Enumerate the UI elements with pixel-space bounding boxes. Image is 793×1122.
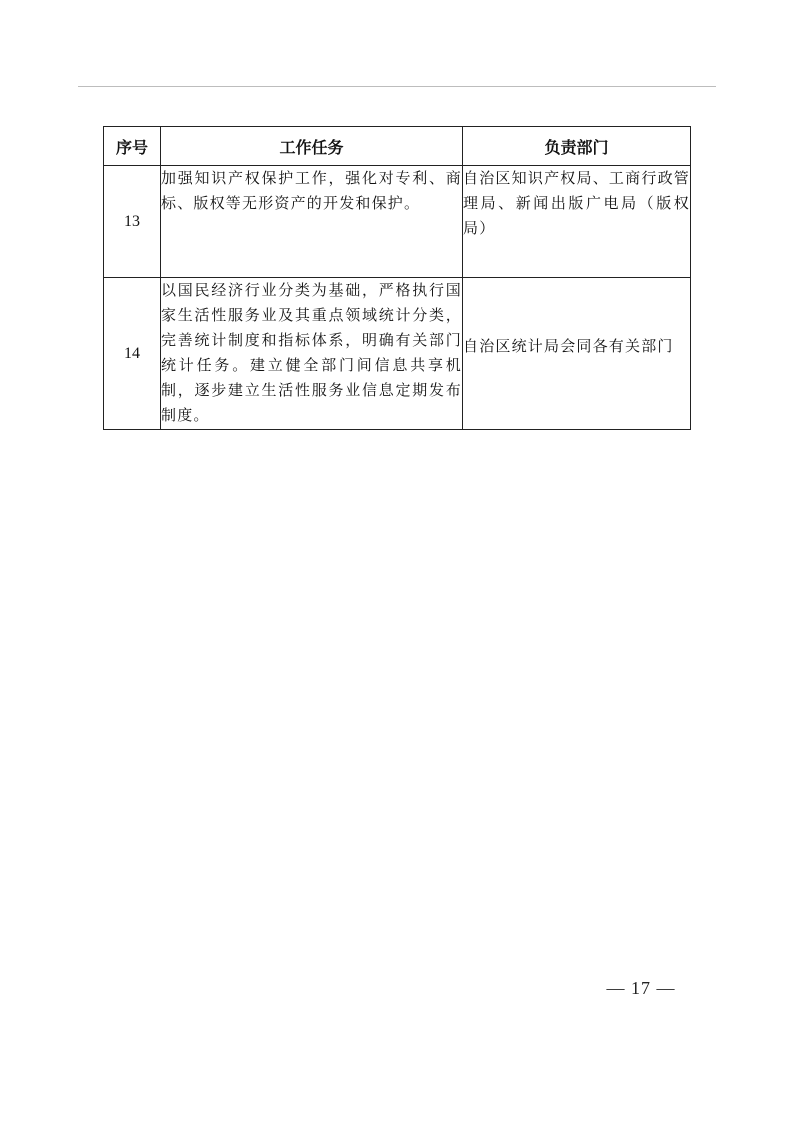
header-index: 序号	[104, 127, 161, 166]
row-index: 13	[104, 166, 161, 278]
table-header-row	[104, 127, 691, 166]
table-row	[104, 166, 691, 278]
row-task: 以国民经济行业分类为基础，严格执行国家生活性服务业及其重点领域统计分类，完善统计制度和指标体系，明确有关部门统计任务。建立健全部门间信息共享机制，逐步建立生活性服务业信息定期发布制度。	[161, 278, 463, 430]
table-row	[104, 278, 691, 430]
row-index: 14	[104, 278, 161, 430]
page-number: — 17 —	[606, 978, 676, 998]
row-department: 自治区统计局会同各有关部门	[463, 278, 691, 430]
row-task: 加强知识产权保护工作，强化对专利、商标、版权等无形资产的开发和保护。	[161, 166, 463, 278]
header-rule	[78, 86, 716, 87]
task-table	[103, 126, 691, 430]
header-task: 工作任务	[161, 127, 463, 166]
row-department: 自治区知识产权局、工商行政管理局、新闻出版广电局（版权局）	[463, 166, 691, 278]
header-department: 负责部门	[463, 127, 691, 166]
